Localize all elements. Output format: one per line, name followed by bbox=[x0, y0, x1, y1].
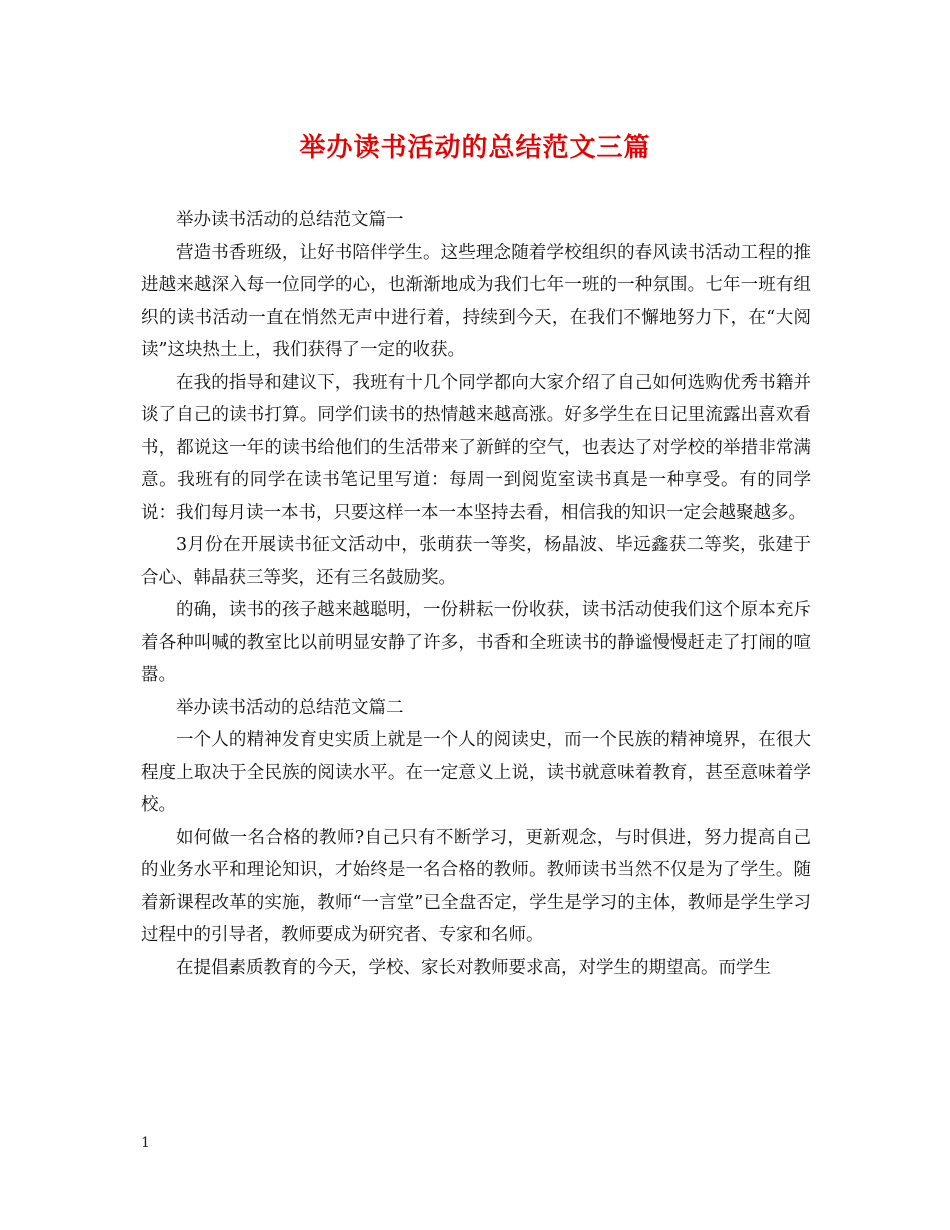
document-title: 举办读书活动的总结范文三篇 bbox=[299, 133, 651, 163]
section-heading-2: 举办读书活动的总结范文篇二 bbox=[176, 697, 404, 718]
section-heading-1: 举办读书活动的总结范文篇一 bbox=[176, 210, 404, 230]
paragraph: 如何做一名合格的教师?自己只有不断学习，更新观念，与时俱进，努力提高自己的业务水平和理论知识，才始终是一名合格的教师。教师读书当然不仅是为了学生。随着新课程改革的实施，教师“一言堂”已全盘否定，学生是学习的主体，教师是学生学习过程中的引导者，教师要成为研究者、专家和名师。 bbox=[141, 827, 811, 945]
paragraph: 3月份在开展读书征文活动中，张萌获一等奖，杨晶波、毕远鑫获二等奖，张建于合心、韩晶获三等奖，还有三名鼓励奖。 bbox=[141, 535, 811, 588]
paragraph: 在提倡素质教育的今天，学校、家长对教师要求高，对学生的期望高。而学生 bbox=[176, 957, 771, 978]
paragraph: 一个人的精神发育史实质上就是一个人的阅读史，而一个民族的精神境界，在很大程度上取决于全民族的阅读水平。在一定意义上说，读书就意味着教育，甚至意味着学校。 bbox=[141, 730, 811, 815]
page-number: 1 bbox=[141, 1135, 150, 1151]
document-body bbox=[141, 204, 811, 984]
paragraph: 在我的指导和建议下，我班有十几个同学都向大家介绍了自己如何选购优秀书籍并谈了自己的读书打算。同学们读书的热情越来越高涨。好多学生在日记里流露出喜欢看书，都说这一年的读书给他们的生活带来了新鲜的空气，也表达了对学校的举措非常满意。我班有的同学在读书笔记里写道：每周一到阅览室读书真是一种享受。有的同学说：我们每月读一本书，只要这样一本一本坚持去看，相信我的知识一定会越聚越多。 bbox=[141, 372, 811, 523]
paragraph: 营造书香班级，让好书陪伴学生。这些理念随着学校组织的春风读书活动工程的推进越来越深入每一位同学的心，也渐渐地成为我们七年一班的一种氛围。七年一班有组织的读书活动一直在悄然无声中进行着，持续到今天，在我们不懈地努力下，在“大阅读”这块热土上，我们获得了一定的收获。 bbox=[141, 242, 811, 360]
paragraph: 的确，读书的孩子越来越聪明，一份耕耘一份收获，读书活动使我们这个原本充斥着各种叫喊的教室比以前明显安静了许多，书香和全班读书的静谧慢慢赶走了打闹的喧嚣。 bbox=[141, 600, 811, 685]
